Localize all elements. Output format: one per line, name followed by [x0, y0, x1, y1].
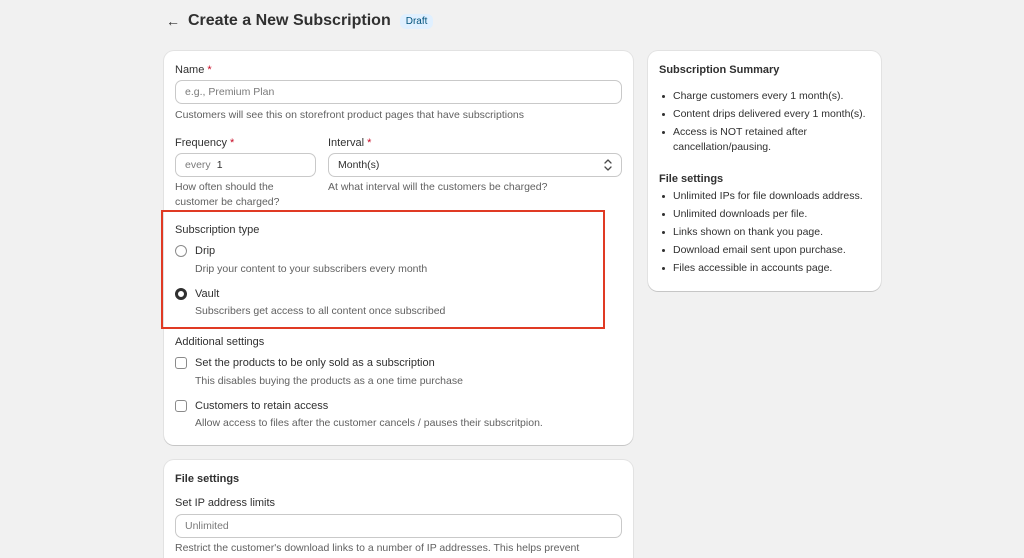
ip-limit-label: Set IP address limits [175, 497, 276, 509]
subscription-type-label: Subscription type [175, 224, 260, 236]
frequency-help-text: How often should the customer be charged? [175, 181, 280, 208]
subscription-summary-card [648, 51, 881, 291]
drip-radio[interactable] [175, 245, 187, 257]
page-title: Create a New Subscription [188, 12, 391, 29]
vault-radio[interactable] [175, 288, 187, 300]
summary-item: Content drips delivered every 1 month(s). [659, 107, 874, 122]
ip-limit-help-text: Restrict the customer's download links to a number of IP addresses. This helps prevent [175, 542, 580, 554]
subscription-only-description: This disables buying the products as a one time purchase [195, 375, 463, 387]
retain-access-checkbox[interactable] [175, 400, 187, 412]
interval-label: Interval * [328, 137, 372, 149]
summary-list [659, 89, 874, 158]
summary-file-item: Unlimited IPs for file downloads address. [659, 189, 874, 204]
frequency-input[interactable]: every 1 [175, 153, 316, 177]
summary-file-item: Links shown on thank you page. [659, 225, 874, 240]
summary-title: Subscription Summary [659, 64, 780, 76]
retain-access-label[interactable]: Customers to retain access [195, 400, 329, 412]
file-settings-title: File settings [175, 473, 240, 485]
summary-file-item: Download email sent upon purchase. [659, 243, 874, 258]
status-badge: Draft [400, 14, 434, 29]
page-header [166, 10, 433, 32]
summary-item: Access is NOT retained after cancellation/pausing. [659, 125, 874, 155]
subscription-form-card [164, 51, 633, 445]
frequency-label: Frequency * [175, 137, 235, 149]
chevron-up-down-icon [603, 158, 613, 172]
arrow-left-icon[interactable]: ← [166, 13, 180, 29]
drip-option-description: Drip your content to your subscribers every month [195, 263, 428, 275]
ip-limit-input[interactable]: Unlimited [175, 514, 622, 538]
summary-file-item: Files accessible in accounts page. [659, 261, 874, 276]
name-label: Name * [175, 64, 212, 76]
subscription-only-checkbox[interactable] [175, 357, 187, 369]
name-input[interactable]: e.g., Premium Plan [175, 80, 622, 104]
drip-option-label[interactable]: Drip [195, 245, 216, 257]
vault-option-label[interactable]: Vault [195, 288, 220, 300]
vault-option-description: Subscribers get access to all content once subscribed [195, 305, 446, 317]
file-settings-card [164, 460, 633, 558]
summary-file-item: Unlimited downloads per file. [659, 207, 874, 222]
interval-help-text: At what interval will the customers be charged? [328, 181, 548, 193]
subscription-only-label[interactable]: Set the products to be only sold as a subscription [195, 357, 435, 369]
summary-item: Charge customers every 1 month(s). [659, 89, 874, 104]
retain-access-description: Allow access to files after the customer cancels / pauses their subscritpion. [195, 417, 543, 429]
interval-select[interactable]: Month(s) [328, 153, 622, 177]
summary-file-list [659, 189, 874, 279]
summary-file-settings-title: File settings [659, 173, 724, 185]
additional-settings-label: Additional settings [175, 336, 265, 348]
name-help-text: Customers will see this on storefront product pages that have subscriptions [175, 109, 525, 121]
